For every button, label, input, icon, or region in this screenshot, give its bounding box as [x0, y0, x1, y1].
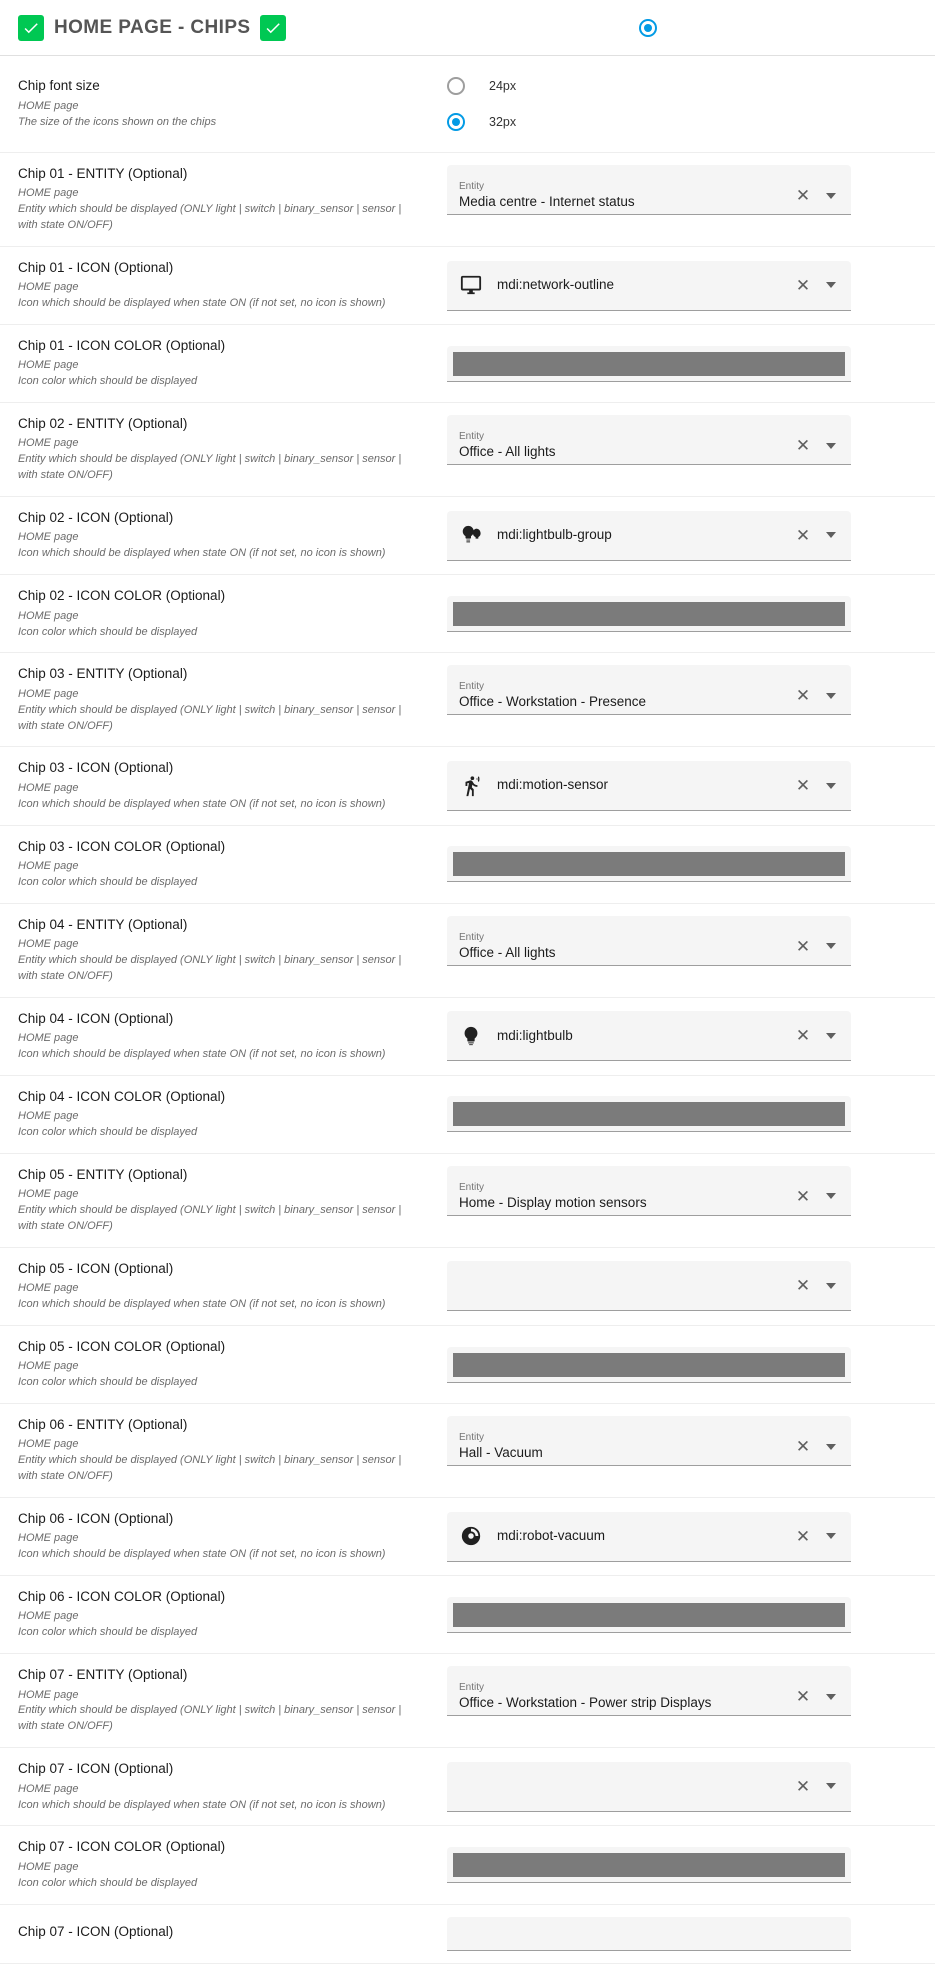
chip-entity-description: Entity which should be displayed (ONLY light | switch | binary_sensor | sensor | with state ON/OFF): [18, 1704, 402, 1733]
chip-icon-color-title: Chip 06 - ICON COLOR (Optional): [18, 1589, 226, 1605]
chevron-down-icon[interactable]: [817, 1522, 845, 1550]
chip-icon-description: Icon which should be displayed when state ON (if not set, no icon is shown): [18, 297, 386, 310]
clear-icon[interactable]: ✕: [795, 1437, 811, 1457]
entity-field-actions: [789, 1433, 845, 1461]
entity-field-actions: [789, 432, 845, 460]
entity-field-value: Media centre - Internet status: [459, 193, 635, 209]
chip-icon-row: [0, 1498, 935, 1576]
chip-icon-color-title: Chip 03 - ICON COLOR (Optional): [18, 838, 226, 854]
chip-entity-scope: HOME page: [18, 187, 79, 200]
chip-icon-color-description: Icon color which should be displayed: [18, 875, 198, 888]
icon-select-field[interactable]: [447, 1512, 851, 1562]
chevron-down-icon[interactable]: [817, 432, 845, 460]
clear-icon[interactable]: ✕: [795, 436, 811, 456]
chip-icon-color-scope: HOME page: [18, 609, 79, 622]
entity-field-label: Entity: [459, 1682, 485, 1694]
chip-entity-title: Chip 02 - ENTITY (Optional): [18, 416, 188, 432]
color-picker-field[interactable]: [447, 1096, 851, 1132]
chip-icon-scope: HOME page: [18, 281, 79, 294]
chip-icon-title: Chip 04 - ICON (Optional): [18, 1010, 174, 1026]
chip-icon-title: Chip 07 - ICON (Optional): [18, 1761, 174, 1777]
entity-field-actions: [789, 932, 845, 960]
chip-entity-row: [0, 403, 935, 497]
chip-icon-color-control: [433, 1347, 919, 1383]
entity-field-label: Entity: [459, 1432, 485, 1443]
chip-entity-control: [433, 665, 919, 715]
entity-field-value: Office - Workstation - Presence: [459, 694, 647, 710]
chip-font-size-labels: [18, 77, 433, 130]
chip-icon-scope: HOME page: [18, 1282, 79, 1295]
chip-icon-color-scope: HOME page: [18, 859, 79, 872]
icon-field-actions: [789, 1772, 845, 1800]
icon-select-field[interactable]: [447, 261, 851, 311]
clear-icon[interactable]: ✕: [795, 1276, 811, 1296]
chip-icon-control: [433, 761, 919, 811]
chip-icon-description: Icon which should be displayed when state ON (if not set, no icon is shown): [18, 1798, 386, 1811]
page-header: [0, 0, 935, 56]
font-size-label-32px: 32px: [489, 115, 517, 129]
chip-icon-labels: [18, 1510, 433, 1563]
chip-entity-row: [0, 1154, 935, 1248]
chevron-down-icon[interactable]: [817, 772, 845, 800]
icon-select-field[interactable]: [447, 761, 851, 811]
icon-field-inner: [459, 1024, 789, 1048]
chip-entity-description: Entity which should be displayed (ONLY light | switch | binary_sensor | sensor | with state ON/OFF): [18, 1204, 402, 1232]
entity-field-label: Entity: [459, 931, 485, 943]
chip-entity-title: Chip 05 - ENTITY (Optional): [18, 1166, 188, 1182]
chip-icon-color-row: [0, 575, 935, 653]
chip-entity-labels: [18, 165, 433, 234]
icon-select-field[interactable]: [447, 1261, 851, 1311]
entity-field-inner: [459, 932, 789, 961]
chevron-down-icon[interactable]: [817, 182, 845, 210]
icon-select-field[interactable]: [447, 1762, 851, 1812]
chip-entity-description: Entity which should be displayed (ONLY light | switch | binary_sensor | sensor | with state ON/OFF): [18, 703, 402, 732]
entity-field-actions: [789, 1683, 845, 1711]
chip-entity-scope: HOME page: [18, 437, 79, 450]
chip-entity-description: Entity which should be displayed (ONLY light | switch | binary_sensor | sensor | with state ON/OFF): [18, 1454, 402, 1483]
entity-field-actions: [789, 182, 845, 210]
color-swatch[interactable]: [453, 852, 845, 876]
chip-icon-control: [433, 1011, 919, 1061]
chip-icon-preview: [459, 1024, 483, 1048]
header-radio[interactable]: [639, 19, 657, 37]
chip-icon-color-scope: HOME page: [18, 1360, 79, 1373]
chip-entity-control: [433, 916, 919, 966]
chip-icon-row: [0, 247, 935, 325]
chip-icon-color-control: [433, 846, 919, 882]
chip-entity-row: [0, 653, 935, 747]
clear-icon[interactable]: ✕: [795, 1026, 811, 1046]
chip-icon-color-title: Chip 01 - ICON COLOR (Optional): [18, 338, 226, 354]
icon-field-value: mdi:lightbulb: [497, 1027, 573, 1043]
entity-field-inner: [459, 1682, 789, 1711]
chevron-down-icon[interactable]: [817, 1433, 845, 1461]
chip-icon-color-control: [433, 596, 919, 632]
entity-field-value: Office - All lights: [459, 944, 556, 960]
entity-select-field[interactable]: [447, 1666, 851, 1716]
chip-icon-color-title: Chip 02 - ICON COLOR (Optional): [18, 588, 226, 604]
chevron-down-icon[interactable]: [817, 1272, 845, 1300]
chip-entity-control: [433, 1666, 919, 1716]
entity-field-label: Entity: [459, 1181, 485, 1193]
icon-field-actions: [789, 1272, 845, 1300]
chip-font-size-options: [433, 68, 919, 140]
chip-icon-title-partial: Chip 07 - ICON (Optional): [18, 1923, 174, 1939]
font-size-radio-32px[interactable]: [447, 113, 465, 131]
chip-icon-color-control: [433, 346, 919, 382]
header-radio-wrap: [619, 19, 919, 37]
chip-entity-labels: [18, 665, 433, 734]
chevron-down-icon[interactable]: [817, 1022, 845, 1050]
chip-icon-description: Icon which should be displayed when state ON (if not set, no icon is shown): [18, 1548, 386, 1561]
chip-icon-scope: HOME page: [18, 1782, 79, 1795]
font-size-radio-24px[interactable]: [447, 77, 465, 95]
entity-field-inner: [459, 1432, 789, 1461]
entity-field-inner: [459, 181, 789, 210]
icon-select-field[interactable]: [447, 1917, 851, 1951]
color-swatch[interactable]: [453, 1603, 845, 1627]
chip-icon-scope: HOME page: [18, 1031, 79, 1044]
chip-icon-color-description: Icon color which should be displayed: [18, 375, 198, 388]
color-picker-field[interactable]: [447, 596, 851, 632]
chip-icon-color-scope: HOME page: [18, 1110, 79, 1122]
chip-icon-labels: [18, 509, 433, 562]
chip-entity-scope: HOME page: [18, 937, 79, 950]
chip-icon-control-partial: [433, 1917, 919, 1951]
color-swatch[interactable]: [453, 1102, 845, 1126]
chip-icon-color-row: [0, 826, 935, 904]
icon-field-actions: [789, 521, 845, 549]
chip-entity-control: [433, 415, 919, 465]
chip-icon-color-labels: [18, 587, 433, 640]
chip-icon-color-labels: [18, 1088, 433, 1141]
chevron-down-icon[interactable]: [817, 1772, 845, 1800]
chip-entity-title: Chip 01 - ENTITY (Optional): [18, 166, 188, 181]
chip-entity-scope: HOME page: [18, 1688, 79, 1701]
header-checkbox-left[interactable]: [18, 15, 44, 41]
chip-entity-control: [433, 1416, 919, 1466]
clear-icon[interactable]: ✕: [795, 1526, 811, 1546]
chip-entity-title: Chip 06 - ENTITY (Optional): [18, 1417, 188, 1433]
clear-icon[interactable]: ✕: [795, 686, 811, 706]
entity-select-field[interactable]: [447, 916, 851, 966]
chip-icon-color-description: Icon color which should be displayed: [18, 625, 198, 638]
chevron-down-icon[interactable]: [817, 1683, 845, 1711]
chip-icon-row: [0, 1248, 935, 1326]
color-swatch[interactable]: [453, 1353, 845, 1377]
clear-icon[interactable]: ✕: [795, 275, 811, 295]
chip-icon-title: Chip 02 - ICON (Optional): [18, 510, 174, 526]
icon-select-field[interactable]: [447, 1011, 851, 1061]
icon-field-inner: [459, 1524, 789, 1548]
chip-icon-control: [433, 1261, 919, 1311]
chip-entity-title: Chip 03 - ENTITY (Optional): [18, 666, 188, 682]
clear-icon[interactable]: ✕: [795, 936, 811, 956]
chip-icon-title: Chip 05 - ICON (Optional): [18, 1260, 174, 1276]
chip-icon-row: [0, 747, 935, 825]
chip-entity-title: Chip 04 - ENTITY (Optional): [18, 916, 188, 932]
entity-field-inner: [459, 1182, 789, 1211]
chip-entity-labels: [18, 1166, 433, 1235]
chip-icon-color-row: [0, 325, 935, 403]
chip-entity-row: [0, 904, 935, 998]
color-swatch[interactable]: [453, 602, 845, 626]
chip-icon-color-labels: [18, 838, 433, 891]
chip-entity-labels: [18, 415, 433, 484]
chip-icon-row: [0, 998, 935, 1076]
clear-icon[interactable]: ✕: [795, 1687, 811, 1707]
chip-icon-color-control: [433, 1597, 919, 1633]
chip-icon-row: [0, 497, 935, 575]
color-picker-field[interactable]: [447, 1847, 851, 1883]
entity-field-value: Office - All lights: [459, 444, 556, 460]
check-icon: [22, 19, 40, 37]
icon-field-value: mdi:network-outline: [497, 276, 615, 292]
chip-icon-color-labels: [18, 1588, 433, 1641]
chip-icon-color-title: Chip 04 - ICON COLOR (Optional): [18, 1088, 226, 1104]
monitor-icon: [460, 274, 482, 296]
chip-icon-preview: [459, 523, 483, 547]
chip-entity-description: Entity which should be displayed (ONLY light | switch | binary_sensor | sensor | with state ON/OFF): [18, 203, 402, 232]
color-swatch[interactable]: [453, 1853, 845, 1877]
chip-icon-color-control: [433, 1096, 919, 1132]
chip-icon-color-row: [0, 1076, 935, 1154]
chip-entity-title: Chip 07 - ENTITY (Optional): [18, 1667, 188, 1683]
chip-icon-control: [433, 1762, 919, 1812]
entity-select-field[interactable]: [447, 1416, 851, 1466]
font-size-option-24px[interactable]: [447, 77, 919, 95]
chip-entity-labels: [18, 1666, 433, 1735]
chip-entity-labels: [18, 916, 433, 985]
chip-icon-labels: [18, 1260, 433, 1313]
entity-select-field[interactable]: [447, 415, 851, 465]
color-picker-field[interactable]: [447, 1347, 851, 1383]
chip-entity-control: [433, 165, 919, 215]
color-swatch[interactable]: [453, 352, 845, 376]
entity-field-label: Entity: [459, 431, 485, 443]
chip-icon-description: Icon which should be displayed when state ON (if not set, no icon is shown): [18, 797, 386, 810]
chip-icon-scope: HOME page: [18, 531, 79, 544]
chip-icon-color-row: [0, 1326, 935, 1404]
icon-field-actions: [789, 271, 845, 299]
clear-icon[interactable]: ✕: [795, 525, 811, 545]
chip-entity-scope: HOME page: [18, 687, 79, 700]
chip-font-size-scope: HOME page: [18, 99, 79, 112]
chip-icon-row-partial: [0, 1905, 935, 1964]
chip-entity-description: Entity which should be displayed (ONLY light | switch | binary_sensor | sensor | with state ON/OFF): [18, 453, 402, 482]
icon-field-actions: [789, 772, 845, 800]
color-picker-field[interactable]: [447, 1597, 851, 1633]
entity-select-field[interactable]: [447, 165, 851, 215]
chip-icon-title: Chip 01 - ICON (Optional): [18, 260, 174, 276]
chip-entity-row: [0, 1654, 935, 1748]
chip-rows-container: [0, 153, 935, 1964]
chip-font-size-description: The size of the icons shown on the chips: [18, 115, 217, 128]
entity-field-label: Entity: [459, 180, 485, 192]
color-picker-field[interactable]: [447, 346, 851, 382]
entity-field-inner: [459, 431, 789, 460]
chip-icon-color-labels: [18, 337, 433, 390]
chip-icon-control: [433, 1512, 919, 1562]
chip-entity-scope: HOME page: [18, 1438, 79, 1451]
chip-icon-labels: [18, 259, 433, 312]
chip-icon-labels: [18, 1923, 433, 1944]
icon-field-actions: [789, 1522, 845, 1550]
icon-field-inner: [459, 774, 789, 798]
chip-icon-title: Chip 03 - ICON (Optional): [18, 760, 174, 776]
check-icon: [264, 19, 282, 37]
chip-icon-color-description: Icon color which should be displayed: [18, 1376, 198, 1389]
chip-icon-color-description: Icon color which should be displayed: [18, 1876, 198, 1889]
chevron-down-icon[interactable]: [817, 682, 845, 710]
chip-icon-labels: [18, 759, 433, 812]
chip-icon-control: [433, 511, 919, 561]
chip-entity-row: [0, 153, 935, 247]
chip-icon-color-title: Chip 05 - ICON COLOR (Optional): [18, 1339, 226, 1354]
chip-icon-color-description: Icon color which should be displayed: [18, 1626, 198, 1639]
chip-icon-color-scope: HOME page: [18, 1610, 79, 1623]
page-title: HOME PAGE - CHIPS: [54, 16, 251, 38]
chip-icon-color-scope: HOME page: [18, 359, 79, 372]
clear-icon[interactable]: ✕: [795, 1776, 811, 1796]
chip-icon-description: Icon which should be displayed when state ON (if not set, no icon is shown): [18, 1047, 386, 1060]
chip-icon-description: Icon which should be displayed when state ON (if not set, no icon is shown): [18, 1298, 386, 1311]
entity-field-value: Home - Display motion sensors: [459, 1194, 647, 1210]
clear-icon[interactable]: ✕: [795, 1186, 811, 1206]
clear-icon[interactable]: ✕: [795, 776, 811, 796]
entity-field-value: Office - Workstation - Power strip Displays: [459, 1695, 712, 1711]
chip-entity-control: [433, 1166, 919, 1216]
chip-icon-color-scope: HOME page: [18, 1860, 79, 1873]
chip-icon-labels: [18, 1760, 433, 1813]
chip-icon-color-description: Icon color which should be displayed: [18, 1125, 198, 1138]
chip-icon-color-row: [0, 1576, 935, 1654]
chip-font-size-title: Chip font size: [18, 78, 100, 94]
chevron-down-icon[interactable]: [817, 1182, 845, 1210]
chip-entity-row: [0, 1404, 935, 1498]
entity-field-label: Entity: [459, 681, 485, 693]
chip-icon-control: [433, 261, 919, 311]
chip-icon-color-control: [433, 1847, 919, 1883]
chip-entity-labels: [18, 1416, 433, 1485]
chip-icon-color-labels: [18, 1838, 433, 1891]
chip-icon-preview: [459, 1524, 483, 1548]
icon-field-value: mdi:robot-vacuum: [497, 1528, 606, 1544]
chip-entity-scope: HOME page: [18, 1188, 79, 1201]
lightbulb-group-icon: [460, 524, 482, 546]
chip-font-size-row: [0, 56, 935, 153]
font-size-label-24px: 24px: [489, 79, 517, 93]
chevron-down-icon[interactable]: [817, 932, 845, 960]
entity-field-actions: [789, 1182, 845, 1210]
clear-icon[interactable]: ✕: [795, 186, 811, 205]
motion-sensor-icon: [460, 775, 482, 797]
chip-icon-labels: [18, 1010, 433, 1063]
robot-vacuum-icon: [460, 1525, 482, 1547]
icon-field-actions: [789, 1022, 845, 1050]
icon-field-value: mdi:motion-sensor: [497, 777, 609, 793]
icon-select-field[interactable]: [447, 511, 851, 561]
entity-select-field[interactable]: [447, 1166, 851, 1216]
chip-entity-description: Entity which should be displayed (ONLY light | switch | binary_sensor | sensor | with state ON/OFF): [18, 953, 402, 982]
lightbulb-icon: [460, 1025, 482, 1047]
font-size-option-32px[interactable]: [447, 113, 919, 131]
chip-icon-row: [0, 1748, 935, 1826]
header-checkbox-right[interactable]: [260, 15, 286, 41]
icon-field-value: mdi:lightbulb-group: [497, 527, 612, 543]
color-picker-field[interactable]: [447, 846, 851, 882]
chip-icon-preview: [459, 774, 483, 798]
chip-icon-color-labels: [18, 1338, 433, 1391]
chip-icon-color-row: [0, 1826, 935, 1904]
chip-icon-preview: [459, 273, 483, 297]
chevron-down-icon[interactable]: [817, 521, 845, 549]
chip-icon-scope: HOME page: [18, 781, 79, 794]
entity-field-value: Hall - Vacuum: [459, 1445, 543, 1460]
chip-icon-color-title: Chip 07 - ICON COLOR (Optional): [18, 1839, 226, 1855]
icon-field-inner: [459, 273, 789, 297]
chip-icon-description: Icon which should be displayed when state ON (if not set, no icon is shown): [18, 547, 386, 560]
entity-field-actions: [789, 682, 845, 710]
chip-icon-title: Chip 06 - ICON (Optional): [18, 1511, 174, 1527]
chevron-down-icon[interactable]: [817, 271, 845, 299]
chip-icon-scope: HOME page: [18, 1532, 79, 1545]
icon-field-inner: [459, 523, 789, 547]
entity-field-inner: [459, 681, 789, 710]
entity-select-field[interactable]: [447, 665, 851, 715]
